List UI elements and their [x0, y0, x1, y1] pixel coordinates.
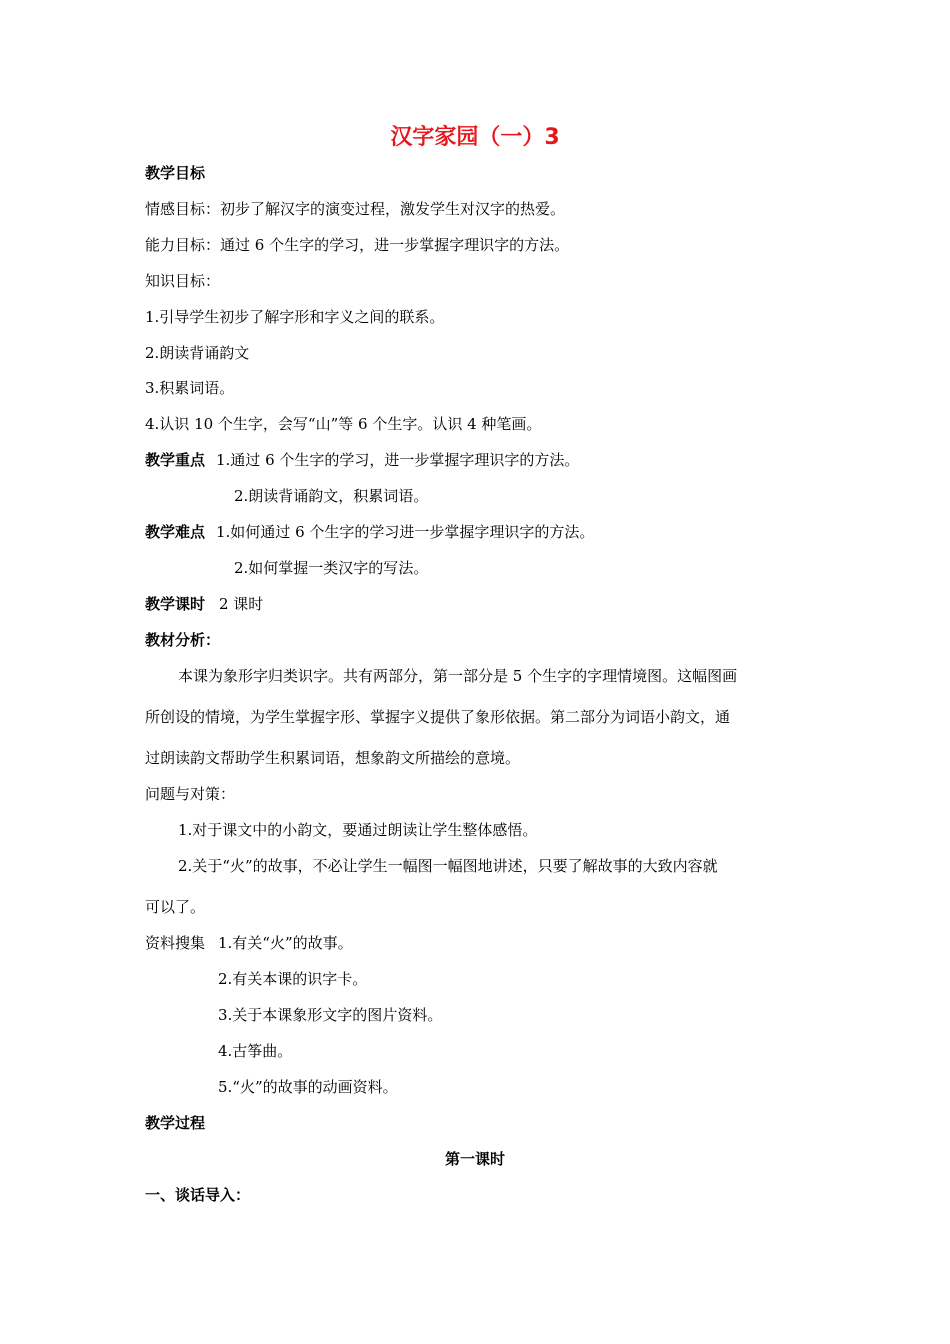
- goal-ability: 能力目标：通过 6 个生字的学习，进一步掌握字理识字的方法。: [145, 236, 570, 254]
- issues-heading: 问题与对策：: [145, 785, 236, 803]
- key-point-item: 2.朗读背诵韵文，积累词语。: [234, 487, 429, 505]
- knowledge-item: 1.引导学生初步了解字形和字义之间的联系。: [145, 308, 445, 326]
- hours-label: 教学课时: [145, 595, 206, 613]
- resources-label: 资料搜集: [145, 934, 206, 952]
- section-heading: 一、谈话导入：: [145, 1186, 251, 1204]
- knowledge-item: 3.积累词语。: [145, 379, 235, 397]
- issues-line: 可以了。: [145, 898, 206, 916]
- knowledge-item: 2.朗读背诵韵文: [145, 344, 250, 362]
- difficulty-item: 1.如何通过 6 个生字的学习进一步掌握字理识字的方法。: [216, 523, 595, 541]
- document-title: 汉字家园（一）3: [390, 125, 560, 150]
- analysis-heading: 教材分析：: [145, 631, 221, 649]
- process-heading: 教学过程: [145, 1114, 206, 1132]
- resource-item: 5.“火”的故事的动画资料。: [218, 1078, 398, 1096]
- analysis-line: 所创设的情境，为学生掌握字形、掌握字义提供了象形依据。第二部分为词语小韵文，通: [145, 708, 731, 726]
- resource-item: 1.有关“火”的故事。: [218, 934, 353, 952]
- key-points-label: 教学重点: [145, 451, 206, 469]
- knowledge-item: 4.认识 10 个生字，会写“山”等 6 个生字。认识 4 种笔画。: [145, 415, 542, 433]
- difficulty-item: 2.如何掌握一类汉字的写法。: [234, 559, 429, 577]
- issues-line: 1.对于课文中的小韵文，要通过朗读让学生整体感悟。: [178, 821, 538, 839]
- lesson-heading: 第一课时: [444, 1150, 505, 1168]
- difficulties-label: 教学难点: [145, 523, 206, 541]
- issues-line: 2.关于“火”的故事，不必让学生一幅图一幅图地讲述，只要了解故事的大致内容就: [178, 857, 718, 875]
- analysis-line: 过朗读韵文帮助学生积累词语，想象韵文所描绘的意境。: [145, 749, 521, 767]
- goal-emotion: 情感目标：初步了解汉字的演变过程，激发学生对汉字的热爱。: [145, 200, 566, 218]
- resource-item: 3.关于本课象形文字的图片资料。: [218, 1006, 443, 1024]
- goal-knowledge: 知识目标：: [145, 272, 221, 290]
- analysis-line: 本课为象形字归类识字。共有两部分，第一部分是 5 个生字的字理情境图。这幅图画: [178, 667, 738, 685]
- hours-value: 2 课时: [219, 595, 264, 613]
- goals-heading: 教学目标: [145, 164, 206, 182]
- key-point-item: 1.通过 6 个生字的学习，进一步掌握字理识字的方法。: [216, 451, 580, 469]
- resource-item: 2.有关本课的识字卡。: [218, 970, 368, 988]
- resource-item: 4.古筝曲。: [218, 1042, 293, 1060]
